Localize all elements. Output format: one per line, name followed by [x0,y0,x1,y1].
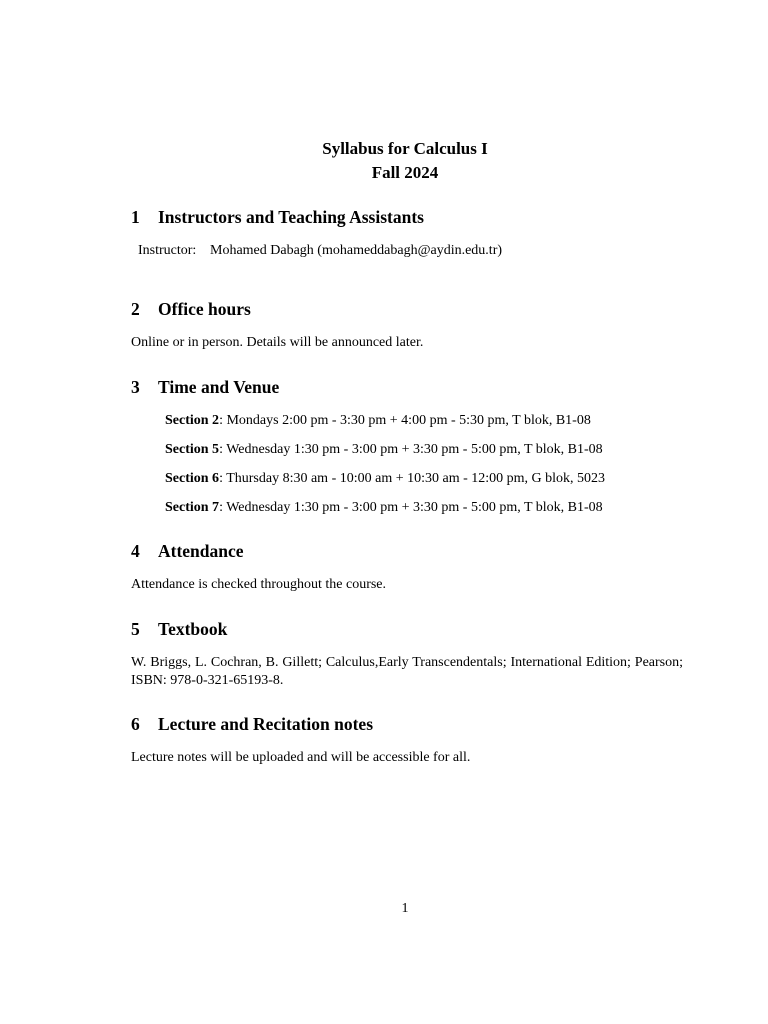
section-heading-office-hours [131,298,251,320]
schedule-item [165,441,603,459]
schedule-section-details: : Wednesday 1:30 pm - 3:00 pm + 3:30 pm - 5:00 pm, T blok, B1-08 [219,442,603,457]
section-heading-instructors [131,206,424,228]
section-title: Office hours [158,299,251,319]
section-heading-lecture-notes [131,713,373,735]
section-number: 3 [131,377,140,397]
schedule-item [165,412,591,430]
textbook-isbn: ISBN: 978-0-321-65193-8. [131,673,284,688]
section-title: Lecture and Recitation notes [158,714,373,734]
schedule-section-name: Section 5 [165,442,220,457]
section-number: 1 [131,207,140,227]
section-number: 5 [131,619,140,639]
textbook-citation [131,654,683,690]
section-title: Textbook [158,619,228,639]
instructor-label: Instructor: [138,243,197,258]
schedule-section-details: : Mondays 2:00 pm - 3:30 pm + 4:00 pm - 5:30 pm, T blok, B1-08 [219,413,591,428]
office-hours-text: Online or in person. Details will be announced later. [131,335,424,350]
section-number: 4 [131,541,140,561]
section-title: Instructors and Teaching Assistants [158,207,424,227]
page-number: 1 [401,901,409,916]
schedule-section-name: Section 7 [165,500,220,515]
textbook-line: W. Briggs, L. Cochran, B. Gillett; Calculus,Early Transcendentals; International Edition; Pearson; [131,655,683,670]
attendance-text: Attendance is checked throughout the course. [131,577,387,592]
section-heading-attendance [131,540,244,562]
lecture-notes-text: Lecture notes will be uploaded and will be accessible for all. [131,750,471,765]
document-title: Syllabus for Calculus I [322,139,488,158]
schedule-section-details: : Wednesday 1:30 pm - 3:00 pm + 3:30 pm - 5:00 pm, T blok, B1-08 [219,500,603,515]
schedule-section-name: Section 6 [165,471,220,486]
section-title: Attendance [158,541,244,561]
section-number: 6 [131,714,140,734]
instructor-value: Mohamed Dabagh (mohameddabagh@aydin.edu.tr) [210,243,503,258]
schedule-section-name: Section 2 [165,413,220,428]
section-heading-time-venue [131,376,279,398]
section-heading-textbook [131,618,227,640]
schedule-item [165,470,605,488]
schedule-section-details: : Thursday 8:30 am - 10:00 am + 10:30 am - 12:00 pm, G blok, 5023 [219,471,606,486]
schedule-item [165,499,603,517]
section-title: Time and Venue [158,377,280,397]
section-number: 2 [131,299,140,319]
document-term: Fall 2024 [371,163,439,182]
